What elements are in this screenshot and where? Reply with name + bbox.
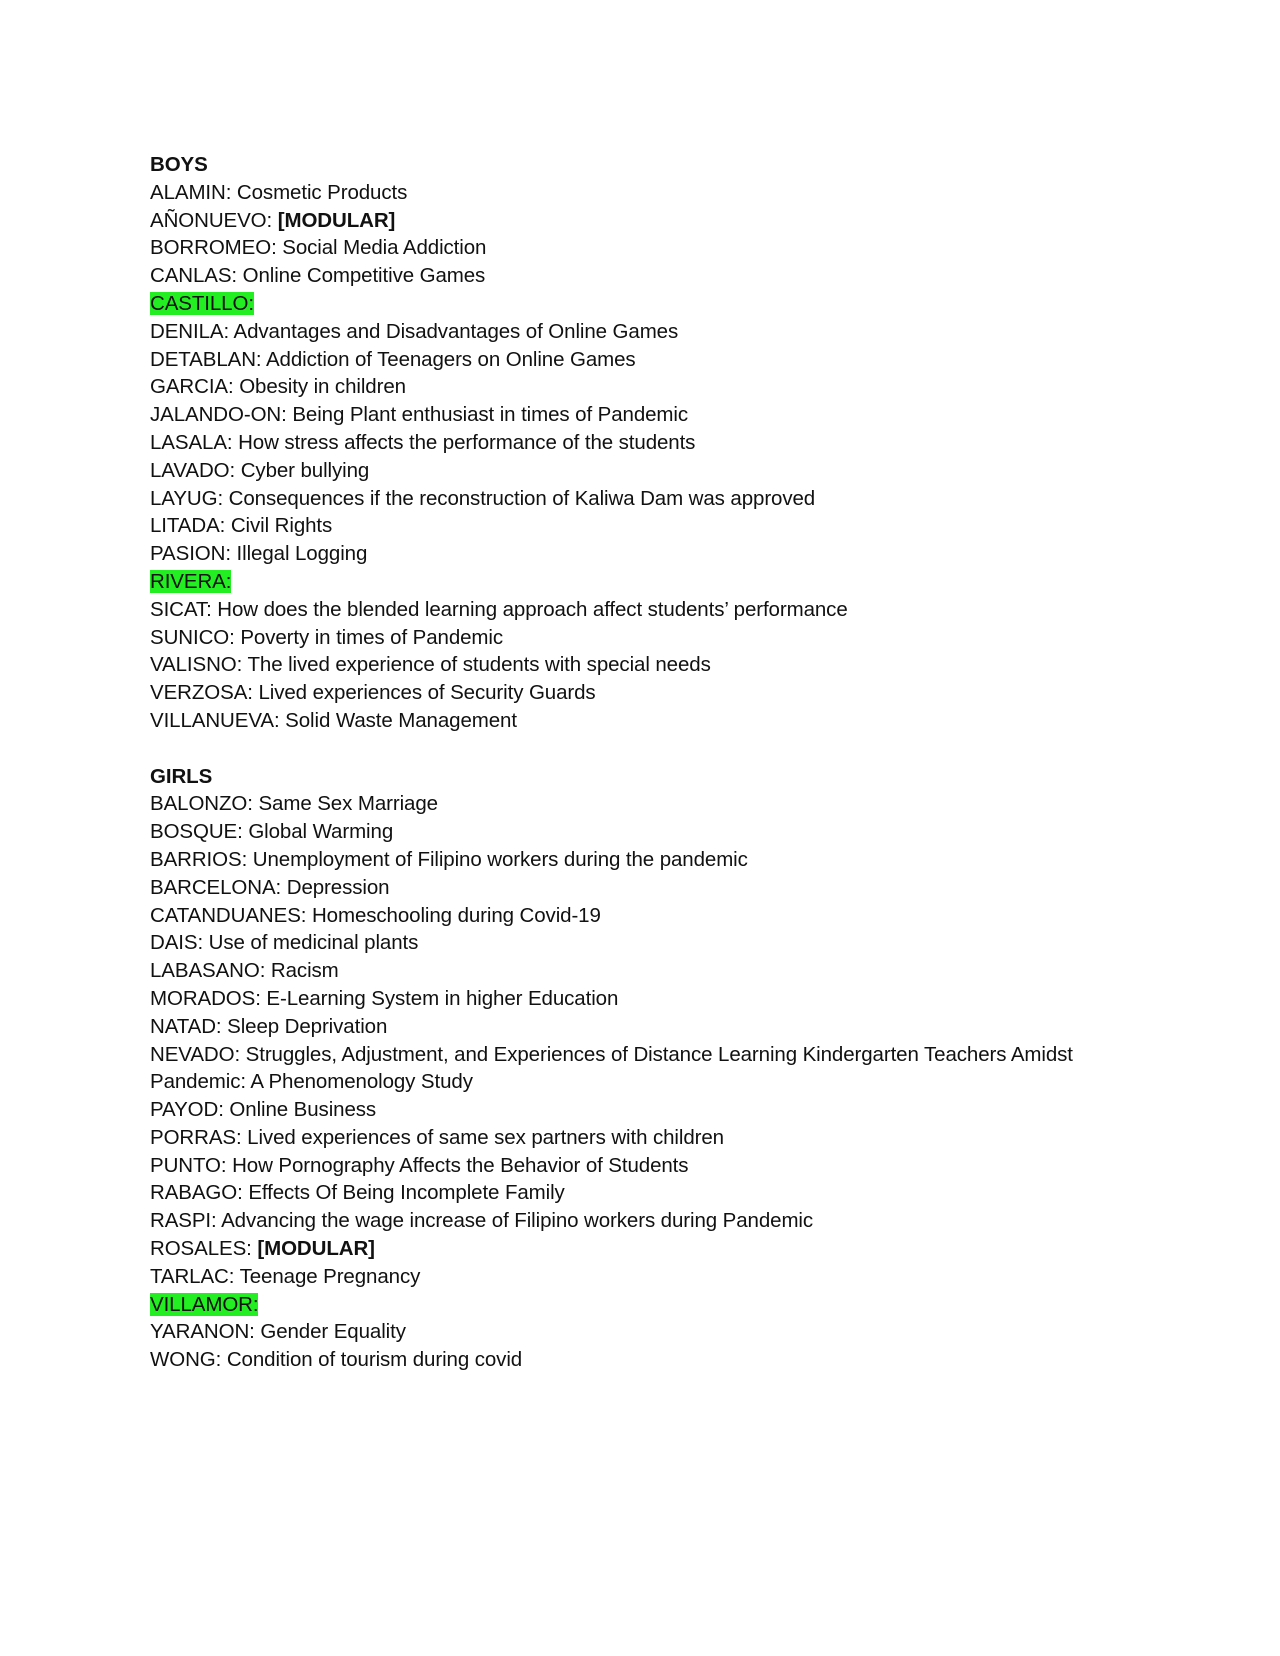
list-item: [150, 596, 1230, 624]
student-name: NEVADO:: [150, 1042, 241, 1066]
modular-tag: [MODULAR]: [257, 1237, 375, 1261]
research-topic: Use of medicinal plants: [203, 931, 419, 955]
research-topic: Online Business: [223, 1098, 377, 1122]
research-topic: Civil Rights: [225, 514, 333, 538]
research-topic: Homeschooling during Covid-19: [306, 903, 601, 927]
student-name: PUNTO:: [150, 1153, 227, 1177]
student-name: YARANON:: [150, 1320, 255, 1344]
research-topic: Obesity in children: [233, 375, 406, 399]
student-name: PASION:: [150, 542, 231, 566]
list-item: [150, 707, 1230, 735]
student-name: VILLANUEVA:: [150, 708, 280, 732]
list-item: [150, 1207, 1230, 1235]
student-name: BORROMEO:: [150, 236, 277, 260]
research-topic: Lived experiences of Security Guards: [252, 681, 596, 705]
list-item: [150, 1263, 1230, 1291]
student-name: CATANDUANES:: [150, 903, 307, 927]
student-name: AÑONUEVO:: [150, 208, 273, 232]
research-topic: Being Plant enthusiast in times of Pandemic: [286, 403, 689, 427]
student-name: LABASANO:: [150, 959, 266, 983]
research-topic-continuation: Pandemic: A Phenomenology Study: [150, 1070, 473, 1094]
student-name: LASALA:: [150, 430, 233, 454]
list-item: [150, 624, 1230, 652]
student-name: JALANDO-ON:: [150, 403, 287, 427]
student-name: BALONZO:: [150, 792, 253, 816]
research-topic: Gender Equality: [254, 1320, 406, 1344]
research-topic: Cyber bullying: [235, 458, 370, 482]
list-item: [150, 457, 1230, 485]
research-topic: Sleep Deprivation: [221, 1014, 388, 1038]
research-topic: Cosmetic Products: [231, 180, 408, 204]
student-name: VILLAMOR:: [150, 1292, 259, 1316]
research-topic: How does the blended learning approach affect students’ performance: [211, 597, 848, 621]
research-topic: Racism: [265, 959, 339, 983]
research-topic: The lived experience of students with special needs: [242, 653, 711, 677]
list-item: [150, 540, 1230, 568]
student-name: RABAGO:: [150, 1181, 243, 1205]
list-item: [150, 1096, 1230, 1124]
list-item: [150, 1235, 1230, 1263]
research-topic: Teenage Pregnancy: [234, 1264, 421, 1288]
research-topic: Solid Waste Management: [279, 708, 517, 732]
student-name: MORADOS:: [150, 986, 261, 1010]
research-topic: Illegal Logging: [230, 542, 368, 566]
student-name: RIVERA:: [150, 569, 232, 593]
student-name: LAYUG:: [150, 486, 224, 510]
boys-section: [150, 151, 1230, 735]
research-topic: Advantages and Disadvantages of Online Games: [229, 319, 679, 343]
student-name: PORRAS:: [150, 1125, 242, 1149]
research-topic: Depression: [281, 875, 390, 899]
list-item: [150, 290, 1230, 318]
list-item: [150, 679, 1230, 707]
girls-section: [150, 763, 1230, 1375]
boys-list: [150, 179, 1230, 735]
list-item: [150, 346, 1230, 374]
student-name: VERZOSA:: [150, 681, 253, 705]
research-topic: Social Media Addiction: [276, 236, 487, 260]
list-item: [150, 485, 1230, 513]
list-item: [150, 207, 1230, 235]
research-topic: Poverty in times of Pandemic: [234, 625, 503, 649]
student-name: RASPI:: [150, 1209, 217, 1233]
student-name: DAIS:: [150, 931, 204, 955]
list-item: [150, 429, 1230, 457]
list-item: [150, 929, 1230, 957]
research-topic: Advancing the wage increase of Filipino workers during Pandemic: [216, 1209, 814, 1233]
research-topic: Consequences if the reconstruction of Kaliwa Dam was approved: [223, 486, 816, 510]
research-topic: Condition of tourism during covid: [221, 1348, 523, 1372]
student-name: BARRIOS:: [150, 847, 248, 871]
student-name: TARLAC:: [150, 1264, 235, 1288]
research-topic: Unemployment of Filipino workers during the pandemic: [247, 847, 748, 871]
list-item: [150, 1318, 1230, 1346]
student-name: BOSQUE:: [150, 820, 243, 844]
list-item: [150, 1346, 1230, 1374]
list-item: [150, 1124, 1230, 1152]
student-name: GARCIA:: [150, 375, 234, 399]
research-topic: Same Sex Marriage: [252, 792, 438, 816]
girls-list: [150, 790, 1230, 1374]
document-page: [150, 151, 1230, 1374]
girls-heading: GIRLS: [150, 764, 213, 788]
list-item: [150, 902, 1230, 930]
list-item: [150, 1291, 1230, 1319]
research-topic: Effects Of Being Incomplete Family: [242, 1181, 565, 1205]
student-name: BARCELONA:: [150, 875, 282, 899]
list-item: [150, 262, 1230, 290]
list-item: [150, 985, 1230, 1013]
list-item: [150, 818, 1230, 846]
student-name: LITADA:: [150, 514, 226, 538]
research-topic: How Pornography Affects the Behavior of Students: [226, 1153, 689, 1177]
boys-heading: BOYS: [150, 153, 208, 176]
student-name: ROSALES:: [150, 1237, 252, 1261]
student-name: SUNICO:: [150, 625, 235, 649]
student-name: LAVADO:: [150, 458, 236, 482]
list-item: [150, 179, 1230, 207]
list-item: [150, 957, 1230, 985]
list-item: [150, 846, 1230, 874]
list-item: [150, 874, 1230, 902]
list-item: [150, 1013, 1230, 1041]
student-name: VALISNO:: [150, 653, 243, 677]
modular-tag: [MODULAR]: [277, 208, 396, 232]
student-name: SICAT:: [150, 597, 212, 621]
research-topic: Struggles, Adjustment, and Experiences of Distance Learning Kindergarten Teachers Amidst: [240, 1042, 1073, 1066]
list-item: [150, 373, 1230, 401]
list-item: [150, 318, 1230, 346]
list-item: [150, 790, 1230, 818]
list-item: [150, 1152, 1230, 1180]
student-name: DENILA:: [150, 319, 230, 343]
list-item: [150, 1041, 1230, 1069]
research-topic: Lived experiences of same sex partners with children: [241, 1125, 724, 1149]
research-topic: E-Learning System in higher Education: [260, 986, 619, 1010]
list-item: [150, 651, 1230, 679]
list-item: [150, 512, 1230, 540]
research-topic: Online Competitive Games: [237, 264, 486, 288]
research-topic: How stress affects the performance of the students: [232, 430, 696, 454]
student-name: CASTILLO:: [150, 291, 254, 315]
list-item: [150, 1179, 1230, 1207]
list-item: [150, 234, 1230, 262]
list-item: [150, 568, 1230, 596]
student-name: PAYOD:: [150, 1098, 224, 1122]
student-name: NATAD:: [150, 1014, 222, 1038]
student-name: ALAMIN:: [150, 180, 232, 204]
student-name: DETABLAN:: [150, 347, 262, 371]
student-name: WONG:: [150, 1348, 222, 1372]
list-item: [150, 401, 1230, 429]
student-name: CANLAS:: [150, 264, 238, 288]
research-topic: Addiction of Teenagers on Online Games: [261, 347, 636, 371]
research-topic: Global Warming: [242, 820, 394, 844]
